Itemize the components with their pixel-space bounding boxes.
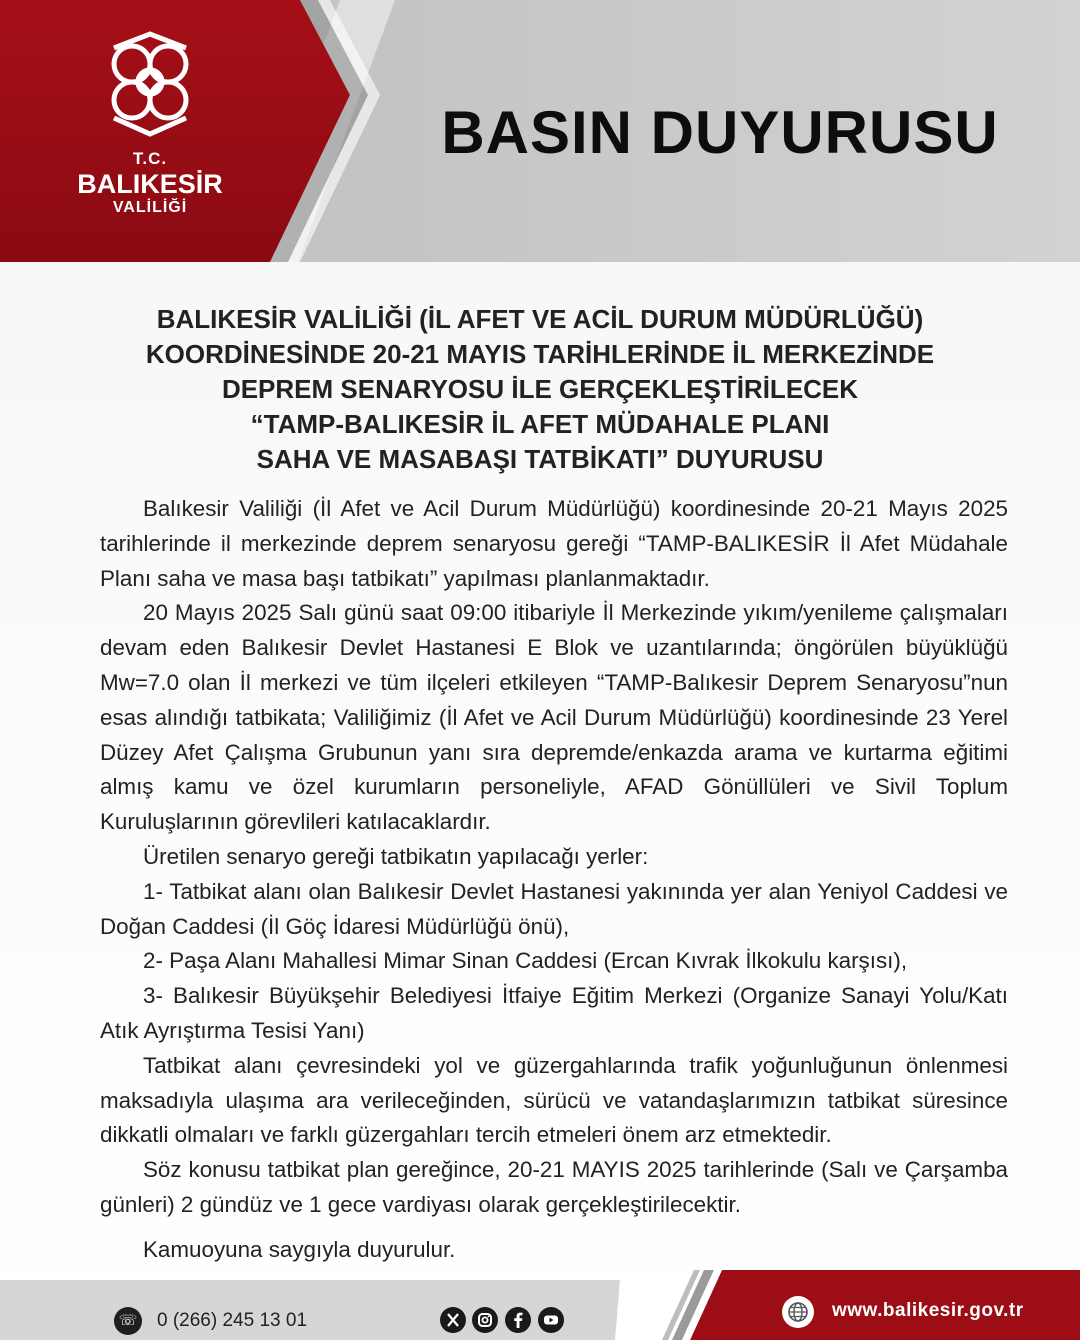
website-link[interactable]: www.balikesir.gov.tr [832, 1300, 1024, 1321]
page-title: BASIN DUYURUSU [441, 99, 999, 166]
instagram-icon[interactable] [472, 1307, 498, 1333]
paragraph: 2- Paşa Alanı Mahallesi Mimar Sinan Caddesi (Ercan Kıvrak İlkokulu karşısı), [143, 948, 908, 974]
title-line: SAHA VE MASABAŞI TATBİKATI” DUYURUSU [256, 444, 824, 474]
closing-line: Kamuoyuna saygıyla duyurulur. [143, 1236, 456, 1262]
globe-icon [782, 1296, 814, 1328]
title-line: DEPREM SENARYOSU İLE GERÇEKLEŞTİRİLECEK [221, 374, 859, 404]
paragraph: 3- Balıkesir Büyükşehir Belediyesi İtfaiye Eğitim Merkezi (Organize Sanayi Yolu/Katı Atık Ayrıştırma Tesisi Yanı) [100, 983, 1008, 1043]
x-icon[interactable] [440, 1307, 466, 1333]
facebook-icon[interactable] [505, 1307, 531, 1333]
governorship-emblem-icon [92, 30, 208, 138]
paragraph: 1- Tatbikat alanı olan Balıkesir Devlet Hastanesi yakınında yer alan Yeniyol Caddesi ve Doğan Caddesi (İl Göç İdaresi Müdürlüğü önü), [100, 878, 1008, 939]
announcement-title [90, 302, 990, 477]
header-banner [0, 0, 1080, 262]
logo-tc: T.C. [132, 149, 168, 168]
title-line: “TAMP-BALIKESİR İL AFET MÜDAHALE PLANI [250, 409, 830, 439]
title-line: KOORDİNESİNDE 20-21 MAYIS TARİHLERİNDE İL MERKEZİNDE [145, 339, 935, 369]
youtube-icon[interactable] [538, 1307, 564, 1333]
paragraph: Üretilen senaryo gereği tatbikatın yapılacağı yerler: [143, 843, 649, 869]
paragraph: 20 Mayıs 2025 Salı günü saat 09:00 itibariyle İl Merkezinde yıkım/yenileme çalışmaları devam eden Balıkesir Devlet Hastanesi E Blok ve uzantılarında; öngörülen büyüklüğü Mw=7.0 olan İl merkezi ve tüm ilçeleri etkileyen “TAMP-Balıkesir Deprem Senaryosu”nun esas alındığı tatbikata; Valiliğimiz (İl Afet ve Acil Durum Müdürlüğü) koordinesinde 23 Yerel Düzey Afet Çalışma Grubunun yanı sıra depremde/enkazda arama ve kurtarma eğitimi almış kamu ve özel kurumların personeliyle, AFAD Gönüllüleri ve Sivil Toplum Kuruluşlarının görevlileri katılacaklardır. [100, 600, 1008, 835]
phone-number: 0 (266) 245 13 01 [157, 1310, 308, 1331]
paragraph: Tatbikat alanı çevresindeki yol ve güzergahlarında trafik yoğunluğunun önlenmesi maksadıyla ulaşıma ara verileceğinden, sürücü ve vatandaşlarımızın tatbikat süresince dikkatli olmaları ve farklı güzergahları tercih etmeleri önem arz etmektedir. [100, 1052, 1008, 1148]
paragraph: Söz konusu tatbikat plan gereğince, 20-21 MAYIS 2025 tarihlerinde (Salı ve Çarşamba günleri) 2 gündüz ve 1 gece vardiyası olarak gerçekleştirilecektir. [100, 1157, 1008, 1217]
logo [70, 30, 230, 217]
logo-subtitle: VALİLİĞİ [112, 199, 188, 216]
title-line: BALIKESİR VALİLİĞİ (İL AFET VE ACİL DURUM MÜDÜRLÜĞÜ) [156, 304, 924, 334]
footer [0, 1270, 1080, 1340]
phone-icon: ☏ [114, 1307, 142, 1335]
paragraph: Balıkesir Valiliği (İl Afet ve Acil Durum Müdürlüğü) koordinesinde 20-21 Mayıs 2025 tarihlerinde il merkezinde deprem senaryosu gereği “TAMP-BALIKESİR İl Afet Müdahale Planı saha ve masa başı tatbikatı” yapılması planlanmaktadır. [100, 496, 1008, 591]
logo-city: BALIKESİR [77, 169, 223, 199]
announcement-body [100, 492, 1008, 1268]
